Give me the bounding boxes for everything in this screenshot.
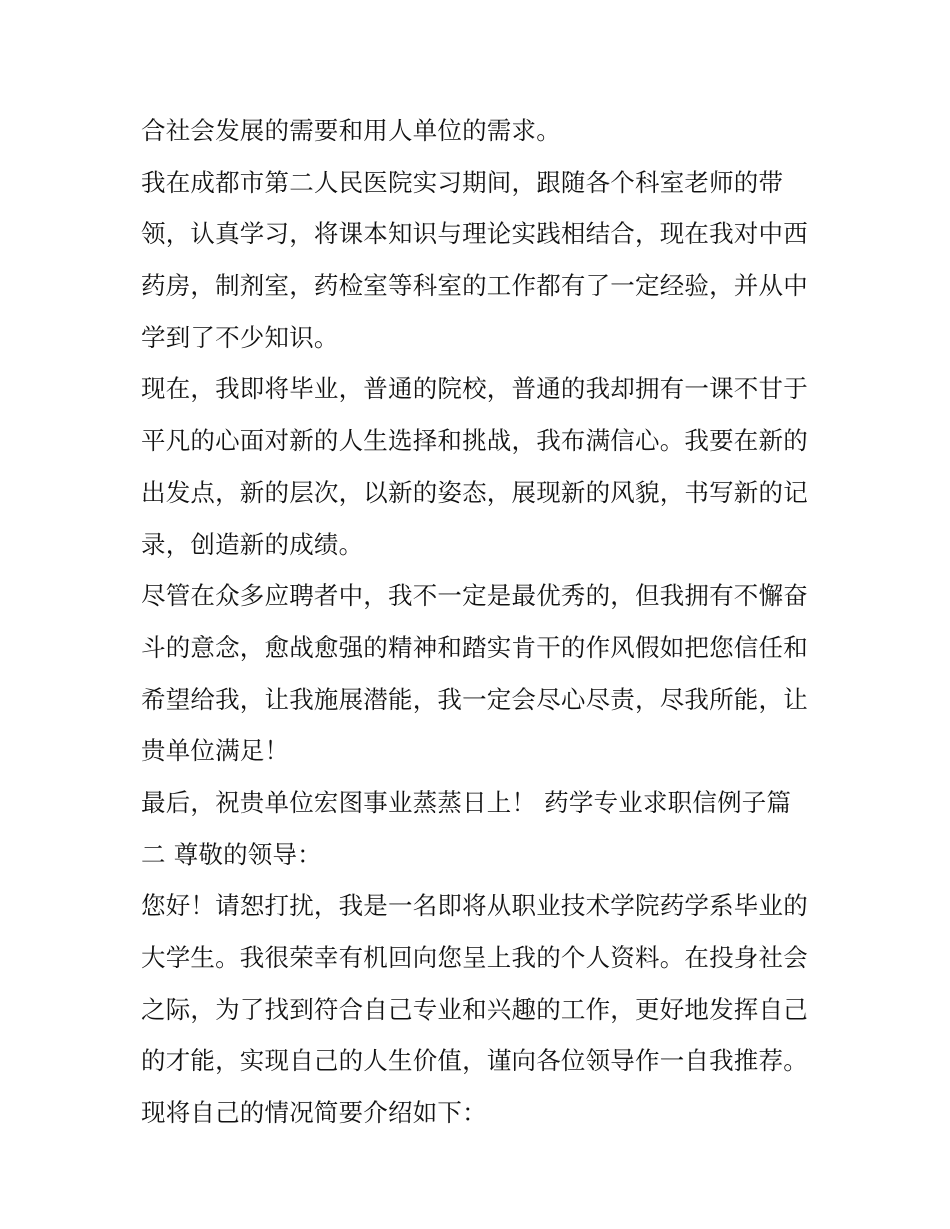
text-line: 贵单位满足！ (141, 736, 290, 766)
text-line: 出发点，新的层次，以新的姿态，展现新的风貌，书写新的记 (141, 477, 808, 507)
text-line: 尽管在众多应聘者中，我不一定是最优秀的，但我拥有不懈奋 (141, 581, 808, 611)
text-line: 的才能，实现自己的人生价值，谨向各位领导作一自我推荐。 (141, 1046, 808, 1076)
letter-body (141, 105, 821, 1139)
text-line: 最后，祝贵单位宏图事业蒸蒸日上！ 药学专业求职信例子篇 (141, 787, 792, 817)
text-line: 二 尊敬的领导： (141, 839, 322, 869)
text-line: 药房，制剂室，药检室等科室的工作都有了一定经验，并从中 (141, 271, 808, 301)
text-line: 我在成都市第二人民医院实习期间，跟随各个科室老师的带 (141, 167, 784, 197)
text-line: 录，创造新的成绩。 (141, 529, 364, 559)
text-line: 斗的意念，愈战愈强的精神和踏实肯干的作风假如把您信任和 (141, 632, 808, 662)
text-line: 合社会发展的需要和用人单位的需求。 (141, 116, 561, 145)
text-line: 平凡的心面对新的人生选择和挑战，我布满信心。我要在新的 (141, 426, 808, 456)
text-line: 之际，为了找到符合自己专业和兴趣的工作，更好地发挥自己 (141, 994, 808, 1024)
text-line: 领，认真学习，将课本知识与理论实践相结合，现在我对中西 (141, 219, 808, 249)
text-line: 现在，我即将毕业，普通的院校，普通的我却拥有一课不甘于 (141, 374, 808, 404)
text-line: 大学生。我很荣幸有机回向您呈上我的个人资料。在投身社会 (141, 943, 808, 972)
text-line: 希望给我，让我施展潜能，我一定会尽心尽责，尽我所能，让 (141, 684, 808, 714)
text-line: 学到了不少知识。 (141, 322, 339, 352)
text-line: 现将自己的情况简要介绍如下： (141, 1098, 487, 1128)
text-line: 您好！请恕打扰，我是一名即将从职业技术学院药学系毕业的 (141, 891, 808, 921)
